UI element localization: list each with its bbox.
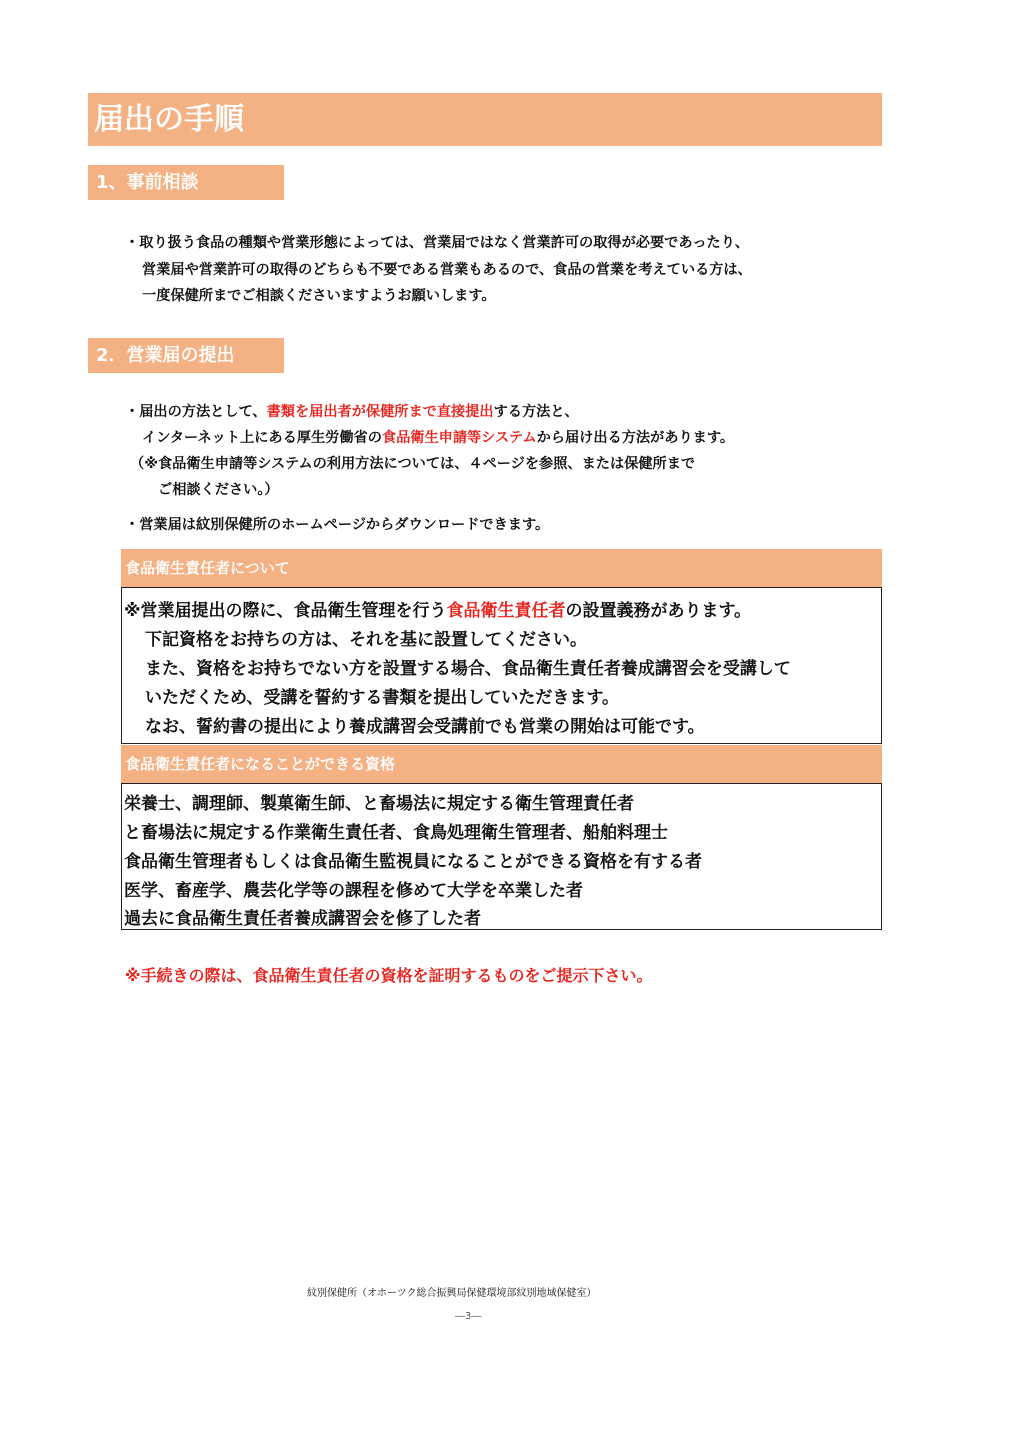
section1-line-1: ・取り扱う食品の種類や営業形態によっては、営業届ではなく営業許可の取得が必要であったり、 [125,235,750,251]
section-heading-prior-consultation: 1、事前相談 [88,165,284,200]
section2-line-4: ご相談ください。） [158,482,279,498]
section2-line-2-a: インターネット上にある厚生労働省の [142,430,382,446]
responsible-line-1-a: ※営業届提出の際に、食品衛生管理を行う [124,601,447,621]
page-number: ―3― [455,1311,482,1322]
section2-line-5: ・営業届は紋別保健所のホームページからダウンロードできます。 [125,517,550,533]
responsible-line-4: いただくため、受講を誓約する書類を提出していただきます。 [145,688,619,708]
responsible-line-1-highlight: 食品衛生責任者 [446,601,566,621]
procedure-notice: ※手続きの際は、食品衛生責任者の資格を証明するものをご提示下さい。 [125,966,653,985]
qualification-item: 医学、畜産学、農芸化学等の課程を修めて大学を卒業した者 [124,881,583,901]
qualification-item: 栄養士、調理師、製菓衛生師、と畜場法に規定する衛生管理責任者 [124,794,634,814]
section2-line-1 [125,399,579,425]
section2-line-2-highlight: 食品衛生申請等システム [381,430,537,446]
responsible-line-1-c: の設置義務があります。 [565,601,752,621]
section2-line-2 [142,425,734,451]
qualification-box [121,783,882,930]
section2-line-1-c: する方法と、 [493,404,579,420]
qualification-item: と畜場法に規定する作業衛生責任者、食鳥処理衛生管理者、船舶料理士 [124,823,668,843]
qualification-item: 過去に食品衛生責任者養成講習会を修了した者 [124,909,481,929]
section-heading-business-notification: 2．営業届の提出 [88,338,284,373]
qualification-item: 食品衛生管理者もしくは食品衛生監視員になることができる資格を有する者 [124,852,702,872]
section2-line-1-a: ・届出の方法として、 [125,404,267,420]
page-title: 届出の手順 [88,93,882,146]
section2-line-2-c: から届け出る方法があります。 [536,430,735,446]
responsible-line-3: また、資格をお持ちでない方を設置する場合、食品衛生責任者養成講習会を受講して [145,659,791,679]
section2-line-1-highlight: 書類を届出者が保健所まで直接提出 [266,404,494,420]
responsible-box-heading: 食品衛生責任者について [121,549,882,587]
responsible-line-2: 下記資格をお持ちの方は、それを基に設置してください。 [145,630,587,650]
responsible-line-1 [124,596,751,621]
section1-line-3: 一度保健所までご相談くださいますようお願いします。 [142,288,496,304]
section2-line-3: （※食品衛生申請等システムの利用方法については、４ページを参照、または保健所まで [130,456,696,472]
qualification-box-heading: 食品衛生責任者になることができる資格 [121,745,882,783]
responsible-box [121,587,882,744]
section1-line-2: 営業届や営業許可の取得のどちらも不要である営業もあるので、食品の営業を考えている方は、 [142,262,752,278]
responsible-line-5: なお、誓約書の提出により養成講習会受講前でも営業の開始は可能です。 [145,717,705,737]
footer-office-name: 紋別保健所（オホーツク総合振興局保健環境部紋別地域保健室） [307,1288,597,1299]
